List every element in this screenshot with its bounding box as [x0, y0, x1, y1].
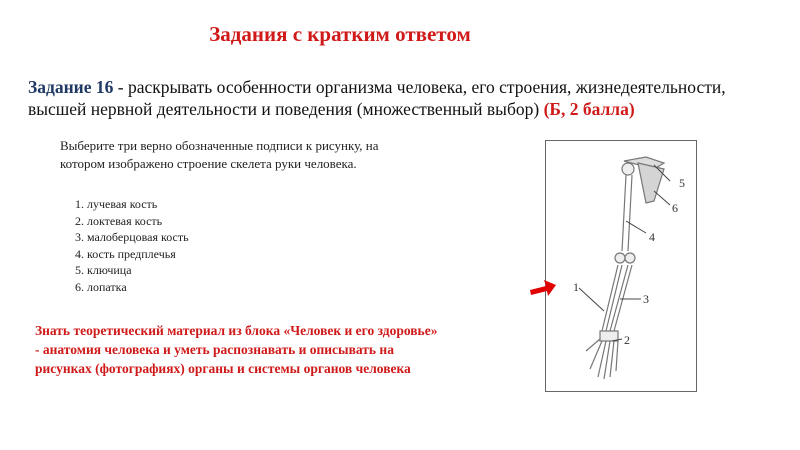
task-dash: - — [113, 77, 128, 97]
arm-skeleton-drawing — [546, 141, 696, 391]
label-5: 5 — [679, 176, 685, 190]
answer-options — [75, 196, 189, 295]
red-arrow-icon — [528, 276, 560, 300]
instruction: Выберите три верно обозначенные подписи к рисунку, на котором изображено строение скелета руки человека. — [60, 138, 379, 171]
option: 6. лопатка — [75, 279, 127, 294]
option: 1. лучевая кость — [75, 197, 158, 211]
label-4: 4 — [649, 230, 655, 244]
label-6: 6 — [672, 201, 678, 215]
label-3: 3 — [643, 292, 649, 306]
arm-skeleton-figure — [545, 140, 697, 392]
slide-title: Задания с кратким ответом — [209, 22, 471, 46]
option: 4. кость предплечья — [75, 246, 176, 261]
study-note: Знать теоретический материал из блока «Человек и его здоровье» - анатомия человека и уметь распознавать и описывать на рисунках (фотографиях) органы и системы органов человека — [35, 323, 438, 376]
label-1: 1 — [573, 280, 579, 294]
option: 5. ключица — [75, 263, 132, 277]
task-text: раскрывать особенности организма человека, его строения, жизнедеятельности, высшей нервной деятельности и поведения (множественный выбор) — [28, 77, 726, 119]
task-number: Задание 16 — [28, 77, 114, 97]
option: 3. малоберцовая кость — [75, 230, 189, 244]
task-description — [28, 76, 778, 120]
option: 2. локтевая кость — [75, 213, 163, 228]
label-2: 2 — [624, 333, 630, 347]
task-points: (Б, 2 балла) — [543, 99, 635, 119]
